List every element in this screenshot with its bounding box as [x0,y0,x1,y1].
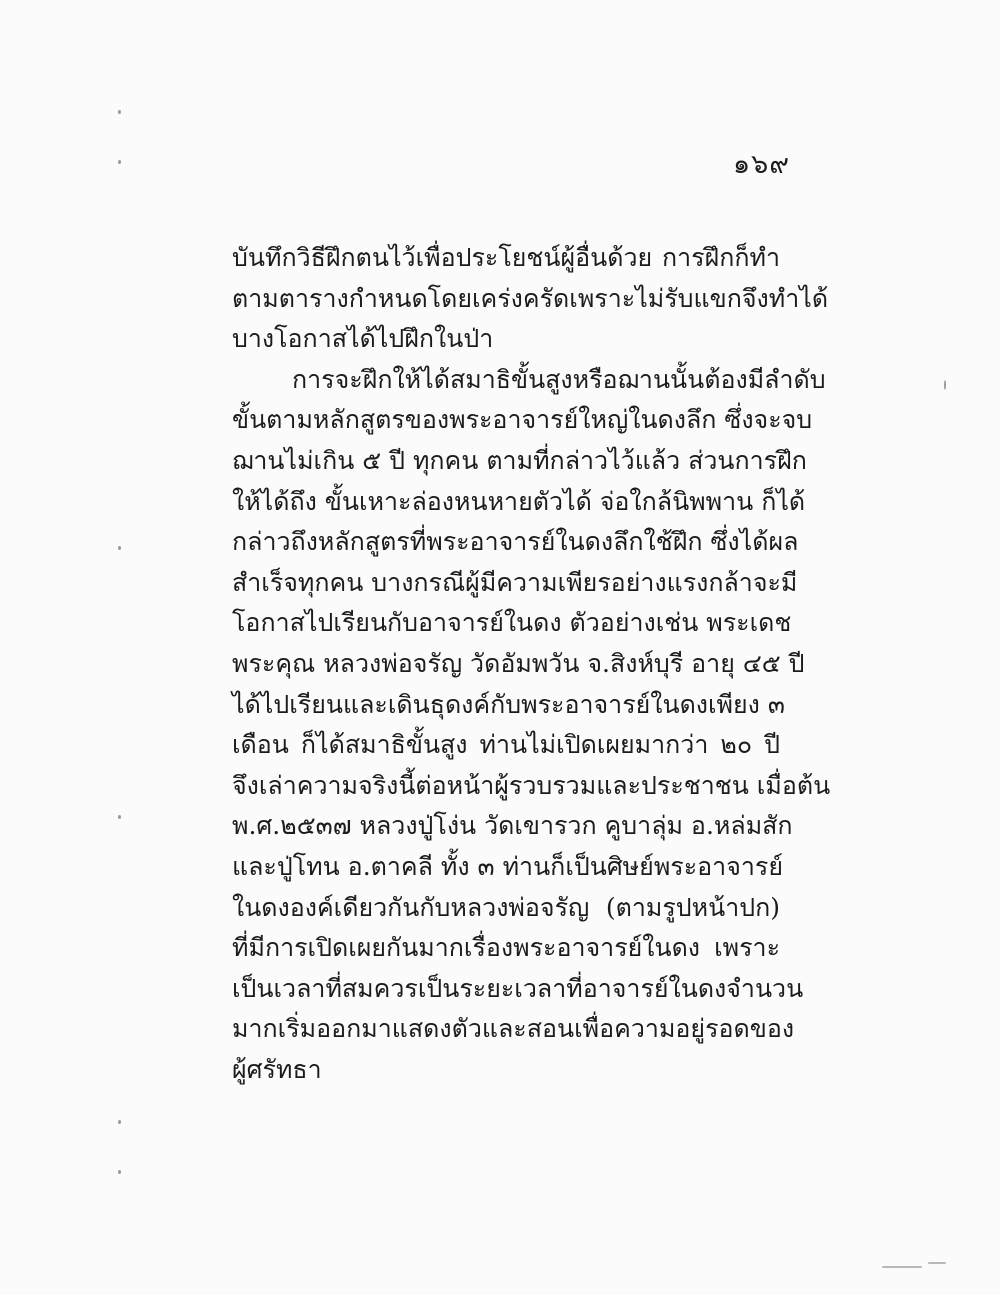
text-line: ฌานไม่เกิน ๕ ปี ทุกคน ตามที่กล่าวไว้แล้ว ส่วนการฝึก [232,445,807,475]
text-line: ที่มีการเปิดเผยกันมากเรื่องพระอาจารย์ในดง เพราะ [232,933,780,963]
body-text [232,238,831,1090]
text-line: กล่าวถึงหลักสูตรที่พระอาจารย์ในดงลึกใช้ฝึก ซึ่งได้ผล [232,527,799,557]
scan-speck [118,110,121,114]
scan-speck [118,1170,121,1174]
text-line: บันทึกวิธีฝึกตนไว้เพื่อประโยชน์ผู้อื่นด้วย การฝึกก็ทำ [232,243,780,272]
text-line: โอกาสไปเรียนกับอาจารย์ในดง ตัวอย่างเช่น พระเดช [232,608,792,638]
scan-speck [118,1120,121,1124]
text-line: สำเร็จทุกคน บางกรณีผู้มีความเพียรอย่างแรงกล้าจะมี [232,567,798,597]
scan-smudge [882,1266,922,1268]
text-line: ขั้นตามหลักสูตรของพระอาจารย์ใหญ่ในดงลึก ซึ่งจะจบ [232,405,813,435]
text-line: จึงเล่าความจริงนี้ต่อหน้าผู้รวบรวมและประชาชน เมื่อต้น [232,770,831,800]
text-line: ผู้ศรัทธา [232,1054,322,1084]
text-line: พระคุณ หลวงพ่อจรัญ วัดอัมพวัน จ.สิงห์บุรี อายุ ๔๕ ปี [232,648,805,678]
page-number: ๑๖๙ [732,149,790,180]
scan-speck [944,380,946,390]
text-line: ได้ไปเรียนและเดินธุดงค์กับพระอาจารย์ในดงเพียง ๓ [232,689,785,719]
scan-speck [118,546,121,550]
text-line: ตามตารางกำหนดโดยเคร่งครัดเพราะไม่รับแขกจึงทำได้ [232,283,829,313]
text-line: บางโอกาสได้ไปฝึกในป่า [232,324,494,354]
scan-smudge [928,1262,946,1264]
text-line: เดือน ก็ได้สมาธิขั้นสูง ท่านไม่เปิดเผยมากว่า ๒๐ ปี [232,730,780,760]
paragraph-first-line: การจะฝึกให้ได้สมาธิขั้นสูงหรือฌานนั้นต้องมีลำดับ [292,364,826,394]
text-line: และปู่โทน อ.ตาคลี ทั้ง ๓ ท่านก็เป็นศิษย์พระอาจารย์ [232,851,783,881]
text-line: พ.ศ.๒๕๓๗ หลวงปู่โง่น วัดเขารวก คูบาลุ่ม อ.หล่มสัก [232,811,793,841]
text-line: ในดงองค์เดียวกันกับหลวงพ่อจรัญ (ตามรูปหน้าปก) [232,892,780,922]
scan-speck [118,815,121,819]
text-line: เป็นเวลาที่สมควรเป็นระยะเวลาที่อาจารย์ในดงจำนวน [232,973,804,1003]
text-line: มากเริ่มออกมาแสดงตัวและสอนเพื่อความอยู่รอดของ [232,1014,795,1044]
scan-speck [118,160,121,164]
text-line: ให้ได้ถึง ขั้นเหาะล่องหนหายตัวได้ จ่อใกล้นิพพาน ก็ได้ [232,486,806,516]
